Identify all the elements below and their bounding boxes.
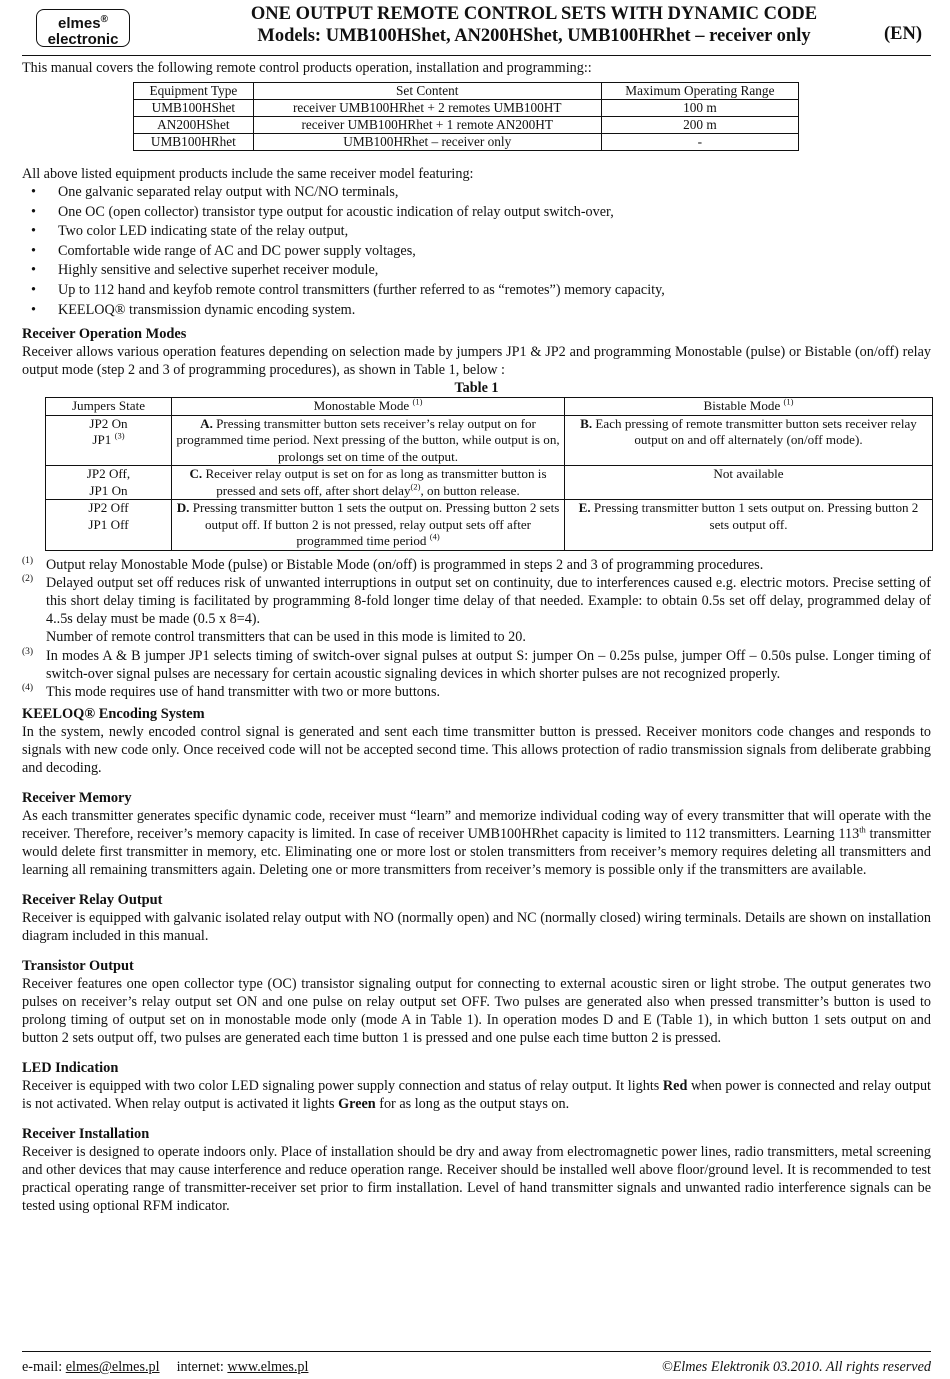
- footnote-mark: (3): [22, 646, 34, 657]
- list-item: • Two color LED indicating state of the relay output,: [22, 222, 931, 242]
- header-equipment-type: Equipment Type: [134, 83, 254, 100]
- mode-letter: D.: [176, 500, 190, 516]
- section-heading: Receiver Relay Output: [22, 892, 163, 909]
- section-text: In the system, newly encoded control signal is generated and sent each time transmitter button is pressed. Receiver monitors code changes and responds to signals with new code only. Once received code will not be accepted second time. This allows protection of radio transmission signals from deliberate grabbing and decoding.: [22, 724, 931, 777]
- document-title: [234, 3, 834, 47]
- header-max-range: Maximum Operating Range: [601, 83, 798, 100]
- list-item: • Comfortable wide range of AC and DC power supply voltages,: [22, 242, 931, 262]
- jumper-state-cell: [46, 466, 172, 500]
- jumper-state-cell: [46, 500, 172, 551]
- language-code: (EN): [883, 24, 922, 44]
- equipment-table: [133, 82, 799, 151]
- table-cell: AN200HShet: [134, 117, 254, 134]
- footnote: [22, 683, 931, 701]
- jumper-state-cell: [46, 415, 172, 466]
- monostable-cell: [172, 415, 565, 466]
- section-text: Receiver is equipped with galvanic isolated relay output with NO (normally open) and NC (normally closed) wiring terminals. Details are shown on installation diagram included in this manual.: [22, 910, 931, 945]
- table-cell: receiver UMB100HRhet + 1 remote AN200HT: [253, 117, 601, 134]
- mode-description: Receiver relay output is set on for as long as transmitter button is pressed and sets off, after short delay: [202, 466, 547, 498]
- jumper-state-line: JP1 Off: [88, 516, 129, 532]
- section-heading: LED Indication: [22, 1060, 119, 1077]
- footnote-text: Delayed output set off reduces risk of unwanted interruptions in output set on continuity, due to interferences caused e.g. electric motors. Precise setting of this short delay timing is facilitated by programming 8-fold longer time delay of that needed. Example: to obtain 0.5s set off delay, programmed delay of 4..5s delay must be made (0.5 x 8=4).: [46, 574, 931, 628]
- list-item: • One OC (open collector) transistor type output for acoustic indication of relay output switch-over,: [22, 203, 931, 223]
- mode-description: Pressing transmitter button sets receiver’s relay output on for programmed time period. Next pressing of the button, while output is on, prolongs set on time of the output.: [176, 415, 560, 464]
- red-label: Red: [662, 1078, 688, 1095]
- table-caption: Table 1: [454, 380, 499, 397]
- footnote-text: In modes A & B jumper JP1 selects timing of switch-over signal pulses at output S: jumper On – 0.25s pulse, jumper Off – 0.50s pulse. Longer timing of switch-over signal pulses are necessary for certain acoustic signaling devices in which shorter pulses are not recognized properly.: [46, 647, 931, 682]
- jumper-label: JP1: [92, 432, 112, 448]
- section-relay-output: [22, 891, 931, 945]
- text-run: Receiver is equipped with two color LED signaling power supply connection and status of relay output. It lights: [22, 1078, 663, 1095]
- page-header: [22, 0, 931, 56]
- table-row: [46, 415, 933, 466]
- table-cell: receiver UMB100HRhet + 2 remotes UMB100HT: [253, 100, 601, 117]
- table-header-row: [134, 83, 799, 100]
- header-bistable-label: Bistable Mode: [703, 398, 781, 414]
- section-heading: Transistor Output: [22, 958, 134, 975]
- text-run: transmitter would delete first transmitter in memory, etc. Eliminating one or more lost or stolen transmitters from receiver’s memory requires deleting all transmitters and learning all remaining transmitters again. Deleting one or more transmitters from receiver’s memory is possible only if the transmitters are available.: [22, 826, 931, 879]
- footnote-ref: (1): [783, 396, 794, 407]
- mode-description: Pressing transmitter button 1 sets the output on. Pressing button 2 sets output off. If button 2 is not pressed, relay output sets off after programmed time period: [189, 500, 560, 549]
- mode-letter: B.: [580, 415, 593, 431]
- table-cell: -: [601, 134, 798, 151]
- list-item: • Up to 112 hand and keyfob remote control transmitters (further referred to as “remotes”) memory capacity,: [22, 281, 931, 301]
- jumper-state-line: [50, 432, 167, 449]
- monostable-cell: [172, 500, 565, 551]
- jumper-state-line: JP2 On: [89, 415, 128, 431]
- bistable-cell: [565, 415, 933, 466]
- modes-table: [45, 397, 933, 551]
- footnote-ref: (4): [429, 531, 440, 542]
- jumper-state-line: JP2 Off,: [86, 466, 131, 482]
- section-text: Receiver features one open collector type (OC) transistor signaling output for connecting to external acoustic siren or light strobe. The output generates two pulses on receiver’s relay output set ON and one pulse on relay output set OFF. Two pulses are generated also when pressed transmitter’s button is used to prolong timing of output set on in monostable mode only (mode A in Table 1). In operation modes D and E (Table 1), in which button 1 sets output on and button 2 sets output off, two pulses are generated each time button 1 is pressed and one pulse each time button 2 is pressed.: [22, 976, 931, 1047]
- logo-word-electronic: electronic: [47, 31, 119, 48]
- footer-divider: [22, 1351, 931, 1352]
- footnote-text: Number of remote control transmitters that can be used in this mode is limited to 20.: [46, 629, 526, 646]
- bistable-cell: Not available: [565, 466, 933, 500]
- header-divider: [22, 55, 931, 56]
- section-heading: Receiver Memory: [22, 790, 132, 807]
- header-monostable: [172, 398, 565, 416]
- list-item: • KEELOQ® transmission dynamic encoding system.: [22, 301, 931, 321]
- text-run: when power is connected and relay output is not activated. When relay output is activated it lights: [22, 1078, 931, 1113]
- mode-description: , on button release.: [420, 482, 520, 498]
- table-cell: 100 m: [601, 100, 798, 117]
- footnote-ref: (1): [412, 396, 423, 407]
- header-bistable: [565, 398, 933, 416]
- feature-list: [22, 183, 931, 320]
- section-heading: KEELOQ® Encoding System: [22, 706, 205, 723]
- list-item: • One galvanic separated relay output with NC/NO terminals,: [22, 183, 931, 203]
- jumper-state-line: JP1 On: [89, 482, 128, 498]
- email-label: e-mail:: [22, 1359, 66, 1375]
- ordinal-suffix: th: [859, 824, 866, 835]
- table-cell: 200 m: [601, 117, 798, 134]
- section-installation: [22, 1125, 931, 1215]
- jumper-state-line: JP2 Off: [88, 500, 129, 516]
- footnote: [22, 556, 931, 574]
- header-monostable-label: Monostable Mode: [313, 398, 410, 414]
- elmes-logo: [36, 9, 130, 47]
- section-heading: Receiver Installation: [22, 1126, 150, 1143]
- mode-description: Pressing transmitter button 1 sets output on. Pressing button 2 sets output off.: [590, 500, 919, 532]
- title-line-1: ONE OUTPUT REMOTE CONTROL SETS WITH DYNAMIC CODE: [250, 4, 818, 24]
- website-link[interactable]: www.elmes.pl: [227, 1359, 309, 1375]
- copyright-notice: ©Elmes Elektronik 03.2010. All rights reserved: [661, 1359, 931, 1375]
- section-text: [22, 1077, 931, 1113]
- section-transistor-output: [22, 957, 931, 1047]
- header-jumpers-state: Jumpers State: [46, 398, 172, 416]
- footnote-ref: (2): [410, 481, 421, 492]
- table-row: [134, 117, 799, 134]
- table-row: [46, 466, 933, 500]
- footnote: [22, 574, 931, 647]
- logo-registered-mark: ®: [100, 14, 108, 25]
- mode-letter: E.: [578, 500, 591, 516]
- mode-letter: A.: [200, 415, 213, 431]
- section-text: [22, 807, 931, 879]
- table-row: [46, 500, 933, 551]
- header-set-content: Set Content: [253, 83, 601, 100]
- section-led-indication: [22, 1059, 931, 1113]
- table-header-row: [46, 398, 933, 416]
- section-text: Receiver allows various operation features depending on selection made by jumpers JP1 & JP2 and programming Monostable (pulse) or Bistable (on/off) relay output mode (step 2 and 3 of programming procedures), as shown in Table 1, below :: [22, 344, 931, 379]
- email-link[interactable]: elmes@elmes.pl: [65, 1359, 160, 1375]
- footnote: [22, 647, 931, 683]
- monostable-cell: [172, 466, 565, 500]
- table-cell: UMB100HRhet: [134, 134, 254, 151]
- list-item: • Highly sensitive and selective superhet receiver module,: [22, 261, 931, 281]
- footnote-mark: (4): [22, 683, 34, 694]
- green-label: Green: [338, 1096, 376, 1113]
- section-text: Receiver is designed to operate indoors only. Place of installation should be dry and away from electromagnetic power lines, radio transmitters, metal screening and other devices that may cause interference and reduce operation range. Receiver should be installed well above floor/ground level. It is recommended to test practical operating range of transmitter-receiver set prior to firm installation. Level of hand transmitter signals and unwanted radio interference signals can be tested using optional RFM indicator.: [22, 1144, 931, 1215]
- footnote-mark: (2): [22, 573, 34, 584]
- mode-letter: C.: [189, 466, 203, 482]
- intro-text: This manual covers the following remote control products operation, installation and programming::: [22, 60, 592, 76]
- footnote-mark: (1): [22, 555, 34, 566]
- table-row: [134, 134, 799, 151]
- footnotes: [22, 556, 931, 702]
- section-keeloq: [22, 705, 931, 777]
- text-run: for as long as the output stays on.: [375, 1096, 570, 1113]
- table-cell: UMB100HShet: [134, 100, 254, 117]
- internet-label: internet:: [176, 1359, 228, 1375]
- section-heading: Receiver Operation Modes: [22, 326, 187, 343]
- text-run: As each transmitter generates specific dynamic code, receiver must “learn” and memorize individual coding way of every transmitter that will operate with the receiver. Therefore, receiver’s memory capacity is limited. In case of receiver UMB100HRhet capacity is limited to 112 transmitters. Learning 113: [22, 808, 931, 843]
- features-intro: All above listed equipment products include the same receiver model featuring:: [22, 166, 474, 182]
- footnote-ref: (3): [114, 430, 125, 441]
- section-memory: [22, 789, 931, 879]
- logo-word-elmes: elmes: [58, 15, 101, 32]
- footnote-text: Output relay Monostable Mode (pulse) or Bistable Mode (on/off) is programmed in steps 2 and 3 of programming procedures.: [46, 556, 764, 573]
- section-operation-modes: [22, 325, 931, 551]
- table-row: [134, 100, 799, 117]
- bistable-cell: [565, 500, 933, 551]
- footnote-text: This mode requires use of hand transmitter with two or more buttons.: [46, 684, 441, 701]
- table-cell: UMB100HRhet – receiver only: [253, 134, 601, 151]
- footer-contacts: [22, 1358, 308, 1376]
- title-models-line: Models: UMB100HShet, AN200HShet, UMB100HRhet – receiver only: [257, 26, 811, 46]
- mode-description: Each pressing of remote transmitter button sets receiver relay output on and off alternately (on/off mode).: [592, 415, 917, 448]
